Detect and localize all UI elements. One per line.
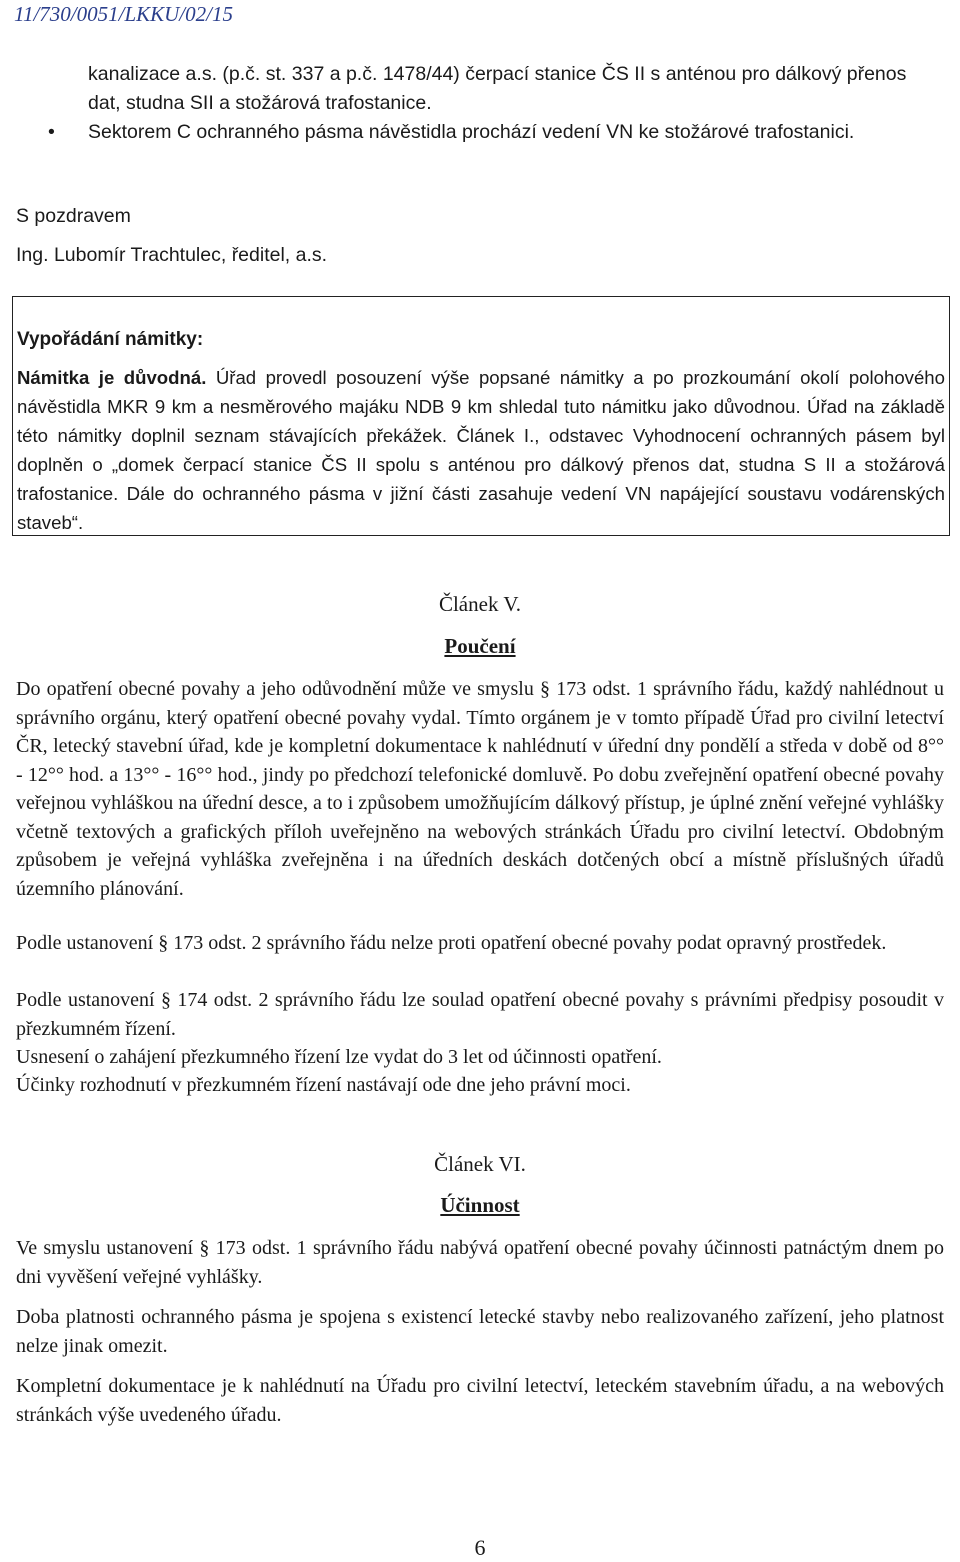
closing-signature: Ing. Lubomír Trachtulec, ředitel, a.s.: [16, 244, 328, 266]
article-6-paragraph-3: Kompletní dokumentace je k nahlédnutí na Úřadu pro civilní letectví, leteckém stavebním úřadu, a na webových stránkách výše uvedeného úřadu.: [16, 1375, 944, 1426]
objection-title: Vypořádání námitky:: [17, 329, 204, 350]
article-6-heading: Článek VI.: [434, 1152, 526, 1176]
article-5-paragraph-2: Podle ustanovení § 173 odst. 2 správního řádu nelze proti opatření obecné povahy podat opravný prostředek.: [16, 932, 887, 954]
article-5-paragraph-1: Do opatření obecné povahy a jeho odůvodnění může ve smyslu § 173 odst. 1 správního řádu, každý nahlédnout u správního orgánu, který opatření obecné povahy vydal. Tímto orgánem je v tomto případě Úřad pro civilní letectví ČR, letecký stavební úřad, kde je kompletní dokumentace k nahlédnutí v úřední dny pondělí a středa v době od 8°° - 12°° hod. a 13°° - 16°° hod., jindy po předchozí telefonické domluvě. Po dobu zveřejnění opatření obecné povahy veřejnou vyhláškou na úřední desce, a to i způsobem umožňujícím dálkový přístup, je úplné znění veřejné vyhlášky včetně textových a grafických příloh uveřejněno na webových stránkách Úřadu pro civilní letectví. Obdobným způsobem je veřejná vyhláška zveřejněna i na úředních deskách dotčených obcí a místně příslušných úřadů územního plánování.: [16, 678, 944, 900]
document-reference: 11/730/0051/LKKU/02/15: [14, 2, 233, 26]
objection-settlement-box: [12, 296, 950, 536]
objection-text: Úřad provedl posouzení výše popsané námitky a po prozkoumání okolí polohového návěstidla MKR 9 km a nesměrového majáku NDB 9 km shledal tuto námitku jako důvodnou. Úřad na základě této námitky doplnil seznam stávajících překážek. Článek I., odstavec Vyhodnocení ochranných pásem byl doplněn o „domek čerpací stanice ČS II spolu s anténou pro dálkový přenos dat, studna S II a stožárová trafostanice. Dále do ochranného pásma v jižní části zasahuje vedení VN napájející soustavu vodárenských staveb“.: [17, 367, 945, 533]
article-5-paragraph-3: Podle ustanovení § 174 odst. 2 správního řádu lze soulad opatření obecné povahy s právními předpisy posoudit v přezkumném řízení.: [16, 989, 944, 1040]
article-6-paragraph-1: Ve smyslu ustanovení § 173 odst. 1 správního řádu nabývá opatření obecné povahy účinnosti patnáctým dnem po dni vyvěšení veřejné vyhlášky.: [16, 1237, 944, 1288]
closing-greeting: S pozdravem: [16, 205, 131, 227]
objection-body: [17, 363, 945, 537]
article-5-heading: Článek V.: [438, 592, 522, 616]
article-5-paragraph-5: Účinky rozhodnutí v přezkumném řízení nastávají ode dne jeho právní moci.: [16, 1074, 631, 1096]
article-5-title: Poučení: [444, 634, 516, 658]
article-6-paragraph-2: Doba platnosti ochranného pásma je spojena s existencí letecké stavby nebo realizovaného zařízení, jeho platnost nelze jinak omezit.: [16, 1306, 944, 1357]
page-number: 6: [474, 1535, 486, 1560]
bullet-continuation: kanalizace a.s. (p.č. st. 337 a p.č. 1478/44) čerpací stanice ČS II s anténou pro dálkový přenos dat, studna SII a stožárová trafostanice.: [88, 63, 907, 114]
objection-verdict: Námitka je důvodná.: [17, 367, 207, 388]
bullet-icon: •: [48, 121, 55, 143]
article-5-paragraph-4: Usnesení o zahájení přezkumného řízení lze vydat do 3 let od účinnosti opatření.: [16, 1046, 662, 1068]
article-6-title: Účinnost: [440, 1193, 520, 1217]
bullet-text: Sektorem C ochranného pásma návěstidla prochází vedení VN ke stožárové trafostanici.: [88, 121, 855, 143]
